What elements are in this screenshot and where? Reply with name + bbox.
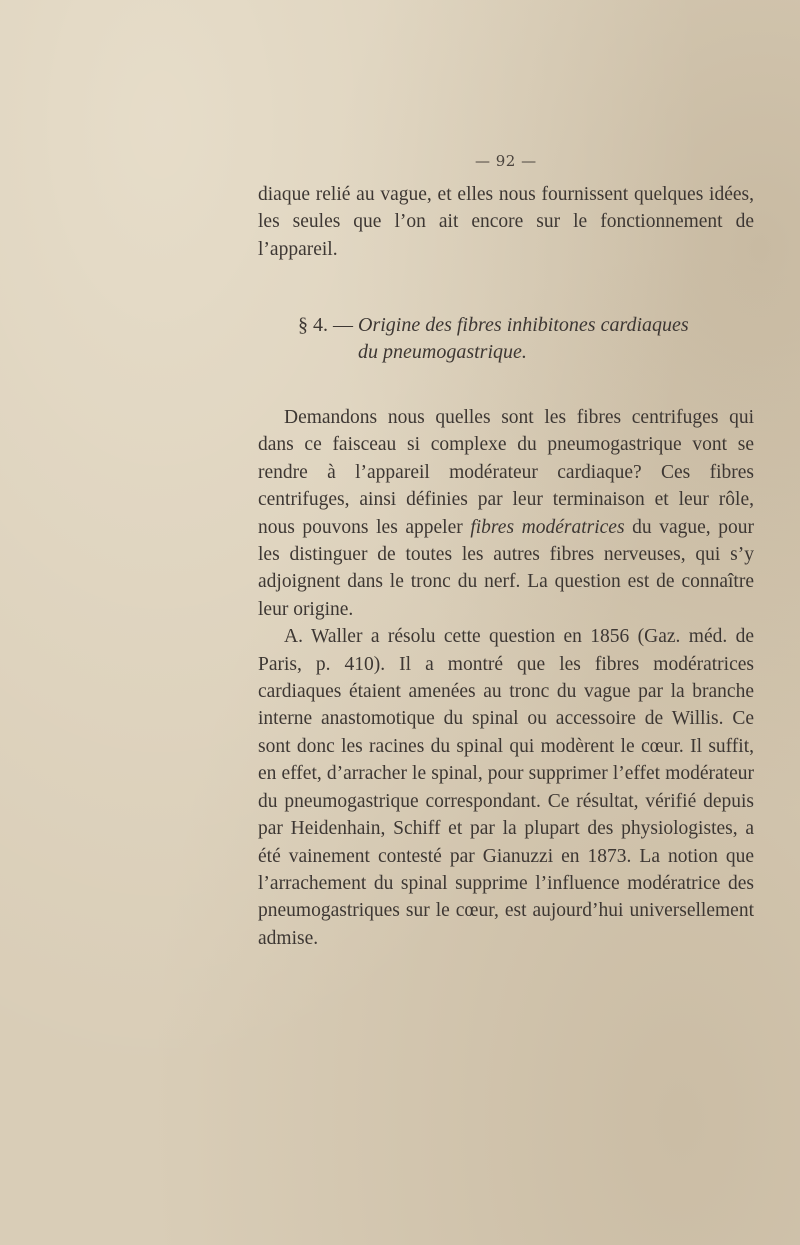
paragraph-1-after: du vague, pour les distinguer de toutes les autres fibres nerveuses, qui s’y adjoignent dans le tronc du nerf. La question est de connaître leur origine. (258, 516, 754, 620)
body-text (258, 404, 754, 952)
intro-paragraph (258, 181, 754, 263)
section-label: § 4. — (298, 314, 358, 336)
page-number: — 92 — (475, 152, 537, 170)
section-heading (298, 312, 689, 366)
section-title-line1: Origine des fibres inhibitones cardiaques (358, 314, 689, 336)
section-title-line2: du pneumogastrique. (358, 341, 527, 363)
paragraph-1 (258, 404, 754, 623)
intro-text: diaque relié au vague, et elles nous fournissent quelques idées, les seules que l’on ait encore sur le fonctionnement de l’appareil. (258, 184, 754, 260)
paragraph-2: A. Waller a résolu cette question en 1856 (Gaz. méd. de Paris, p. 410). Il a montré que les fibres modératrices cardiaques étaient amenées au tronc du vague par la branche interne anastomotique du spinal ou accessoire de Willis. Ce sont donc les racines du spinal qui modèrent le cœur. Il suffit, en effet, d’arracher le spinal, pour supprimer l’effet modérateur du pneumogastrique correspondant. Ce résultat, vérifié depuis par Heidenhain, Schiff et par la plupart des physiologistes, a été vainement contesté par Gianuzzi en 1873. La notion que l’arrachement du spinal supprime l’influence modératrice des pneumogastriques sur le cœur, est aujourd’hui universellement admise. (258, 626, 754, 949)
paragraph-1-emphasis: fibres modératrices (470, 516, 625, 538)
paragraph-1-before: Demandons nous quelles sont les fibres centrifuges qui dans ce faisceau si complexe du pneumogastrique vont se rendre à l’appareil modérateur cardiaque? Ces fibres centrifuges, ainsi définies par leur terminaison et leur rôle, nous pouvons les appeler (258, 407, 754, 538)
